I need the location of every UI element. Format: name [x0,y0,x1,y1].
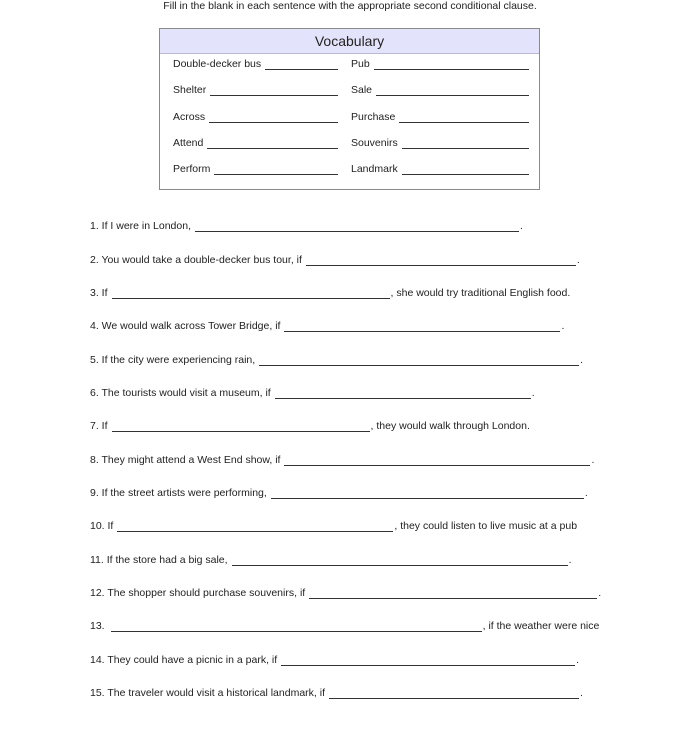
answer-blank[interactable] [271,488,584,499]
question-text: 9. If the street artists were performing, [90,487,267,499]
question-text-end: . [598,587,602,599]
question-14 [90,652,579,666]
vocab-word: Across [173,111,206,123]
vocab-answer-blank[interactable] [214,164,338,175]
vocab-word: Shelter [173,84,207,96]
question-text: 13. [90,620,105,632]
vocab-word: Pub [351,58,370,70]
question-text: 6. The tourists would visit a museum, if [90,387,271,399]
vocab-word: Attend [173,137,204,149]
answer-blank[interactable] [112,288,390,299]
vocab-answer-blank[interactable] [399,112,529,123]
question-10 [90,518,577,532]
vocab-answer-blank[interactable] [265,59,338,70]
question-text: 10. If [90,520,114,532]
vocabulary-row [160,58,541,72]
vocab-word: Landmark [351,163,398,175]
question-text-end: . [580,687,583,699]
question-text-end: . [576,654,580,666]
answer-blank[interactable] [232,555,568,566]
vocabulary-box [159,28,540,190]
question-13 [90,618,599,632]
question-text-end: , they would walk through London. [370,420,530,432]
answer-blank[interactable] [329,688,579,699]
instructions: Fill in the blank in each sentence with the appropriate second conditional clause. [163,0,537,12]
answer-blank[interactable] [275,388,531,399]
vocabulary-row [160,84,541,98]
question-15 [90,685,583,699]
question-text: 2. You would take a double-decker bus tour, if [90,254,302,266]
question-text: 1. If I were in London, [90,220,191,232]
question-text: 12. The shopper should purchase souvenirs, if [90,587,306,599]
question-text-end: . [568,554,572,566]
vocab-word: Double-decker bus [173,58,262,70]
question-text: 11. If the store had a big sale, [90,554,228,566]
question-9 [90,485,588,499]
question-text: 15. The traveler would visit a historical landmark, if [90,687,325,699]
question-text: 4. We would walk across Tower Bridge, if [90,320,281,332]
question-text-end: . [519,220,523,232]
vocab-answer-blank[interactable] [376,85,529,96]
question-text-end: , they could listen to live music at a pub [394,520,578,532]
question-text-end: . [531,387,535,399]
vocab-word: Purchase [351,111,396,123]
answer-blank[interactable] [117,521,393,532]
answer-blank[interactable] [284,321,560,332]
answer-blank[interactable] [111,621,482,632]
question-text: 3. If [90,287,108,299]
vocab-answer-blank[interactable] [402,138,529,149]
question-text: 8. They might attend a West End show, if [90,454,281,466]
question-12 [90,585,601,599]
vocab-word: Souvenirs [351,137,398,149]
question-text-end: . [591,454,595,466]
answer-blank[interactable] [281,655,575,666]
question-text: 14. They could have a picnic in a park, if [90,654,278,666]
answer-blank[interactable] [309,588,597,599]
question-text-end: . [584,487,588,499]
vocab-answer-blank[interactable] [209,112,338,123]
question-text-end: , if the weather were nice [482,620,600,632]
vocab-answer-blank[interactable] [402,164,529,175]
answer-blank[interactable] [259,355,579,366]
vocabulary-row [160,137,541,151]
question-text-end: . [561,320,565,332]
answer-blank[interactable] [112,421,370,432]
question-5 [90,352,583,366]
vocab-word: Perform [173,163,211,175]
vocabulary-title: Vocabulary [160,29,539,54]
vocab-word: Sale [351,84,373,96]
vocabulary-row [160,163,541,177]
vocab-answer-blank[interactable] [207,138,338,149]
question-3 [90,285,570,299]
vocab-answer-blank[interactable] [374,59,529,70]
question-1 [90,218,523,232]
question-8 [90,452,594,466]
question-4 [90,318,564,332]
question-2 [90,252,580,266]
answer-blank[interactable] [195,221,519,232]
vocabulary-row [160,111,541,125]
question-text: 5. If the city were experiencing rain, [90,354,256,366]
question-6 [90,385,535,399]
vocab-answer-blank[interactable] [210,85,338,96]
question-text-end: . [580,354,584,366]
answer-blank[interactable] [284,455,590,466]
question-text: 7. If [90,420,108,432]
question-11 [90,552,571,566]
question-7 [90,418,530,432]
answer-blank[interactable] [306,255,576,266]
question-text-end: . [576,254,580,266]
question-text-end: , she would try traditional English food. [390,287,571,299]
